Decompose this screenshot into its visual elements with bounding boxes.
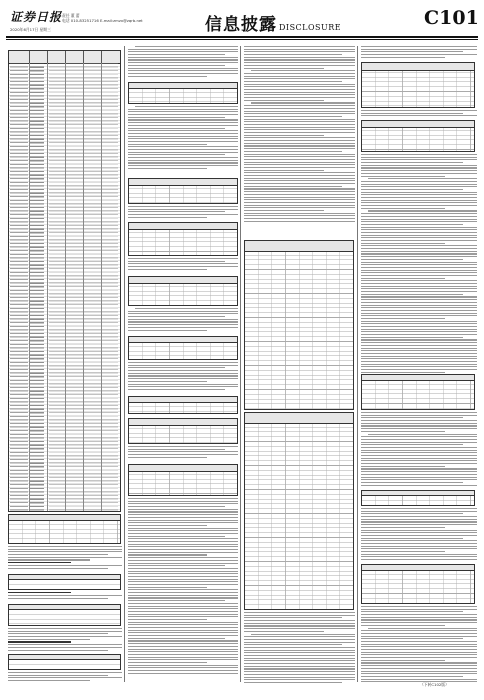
- data-table: [128, 336, 238, 360]
- custody-table: [361, 374, 475, 410]
- text-block: [8, 628, 122, 652]
- text-block: [128, 206, 238, 219]
- text-block: [128, 258, 238, 271]
- agency-table: [361, 490, 475, 506]
- data-table: [128, 464, 238, 496]
- text-block: [361, 508, 477, 562]
- text-block: [128, 46, 238, 78]
- text-block: [128, 446, 238, 459]
- section-title-cn: 信息披露: [205, 15, 277, 35]
- editor-info: [62, 13, 143, 23]
- text-block: [361, 412, 477, 487]
- text-block: [8, 546, 122, 570]
- column-3: [244, 44, 355, 684]
- column-divider: [240, 46, 241, 682]
- continued-note: （下转C102版）: [420, 682, 449, 687]
- small-table: [8, 604, 121, 626]
- text-block: [128, 106, 238, 171]
- data-table: [128, 276, 238, 306]
- header-rule-thin: [6, 39, 478, 40]
- column-divider: [357, 46, 358, 682]
- data-table: [128, 82, 238, 104]
- text-block: [8, 592, 122, 600]
- text-block: [244, 612, 355, 684]
- text-block: [244, 46, 355, 223]
- text-block: [128, 362, 238, 392]
- text-block: [128, 498, 238, 675]
- manager-info-table-continued: [244, 412, 354, 610]
- section-title-en: DISCLOSURE: [279, 23, 342, 32]
- financial-table: [361, 120, 475, 152]
- column-divider: [124, 46, 125, 682]
- issue-date: 2020年6月17日 星期三: [10, 27, 51, 32]
- column-1: [8, 44, 122, 684]
- value-columns: [49, 63, 118, 511]
- data-table: [128, 418, 238, 444]
- data-table: [128, 178, 238, 204]
- small-table: [8, 574, 121, 590]
- column-4: [361, 44, 477, 684]
- name-column: [30, 63, 44, 511]
- data-table: [128, 396, 238, 414]
- masthead-logo: 证券日报: [10, 10, 63, 24]
- financial-table: [361, 62, 475, 108]
- small-table: [8, 654, 121, 670]
- column-2: [128, 44, 238, 684]
- summary-table: [8, 514, 121, 544]
- page-number: C101: [424, 7, 479, 29]
- header-rule-thick: [6, 36, 478, 38]
- section-title: [205, 10, 341, 35]
- data-table: [128, 222, 238, 256]
- code-column: [10, 63, 28, 511]
- contact-line: 电话 010-83251716 E-mail:zmzx@zqrb.net: [62, 18, 143, 23]
- fee-table: [361, 564, 475, 604]
- editor-line: 责任 董 蕾: [62, 13, 80, 18]
- text-block: [128, 308, 238, 332]
- text-block: [361, 154, 477, 374]
- fund-holdings-table: [8, 50, 121, 512]
- text-block: [361, 110, 477, 118]
- manager-info-table: [244, 240, 354, 410]
- text-block: [8, 672, 122, 683]
- text-block: [361, 46, 477, 59]
- text-block: [361, 606, 477, 684]
